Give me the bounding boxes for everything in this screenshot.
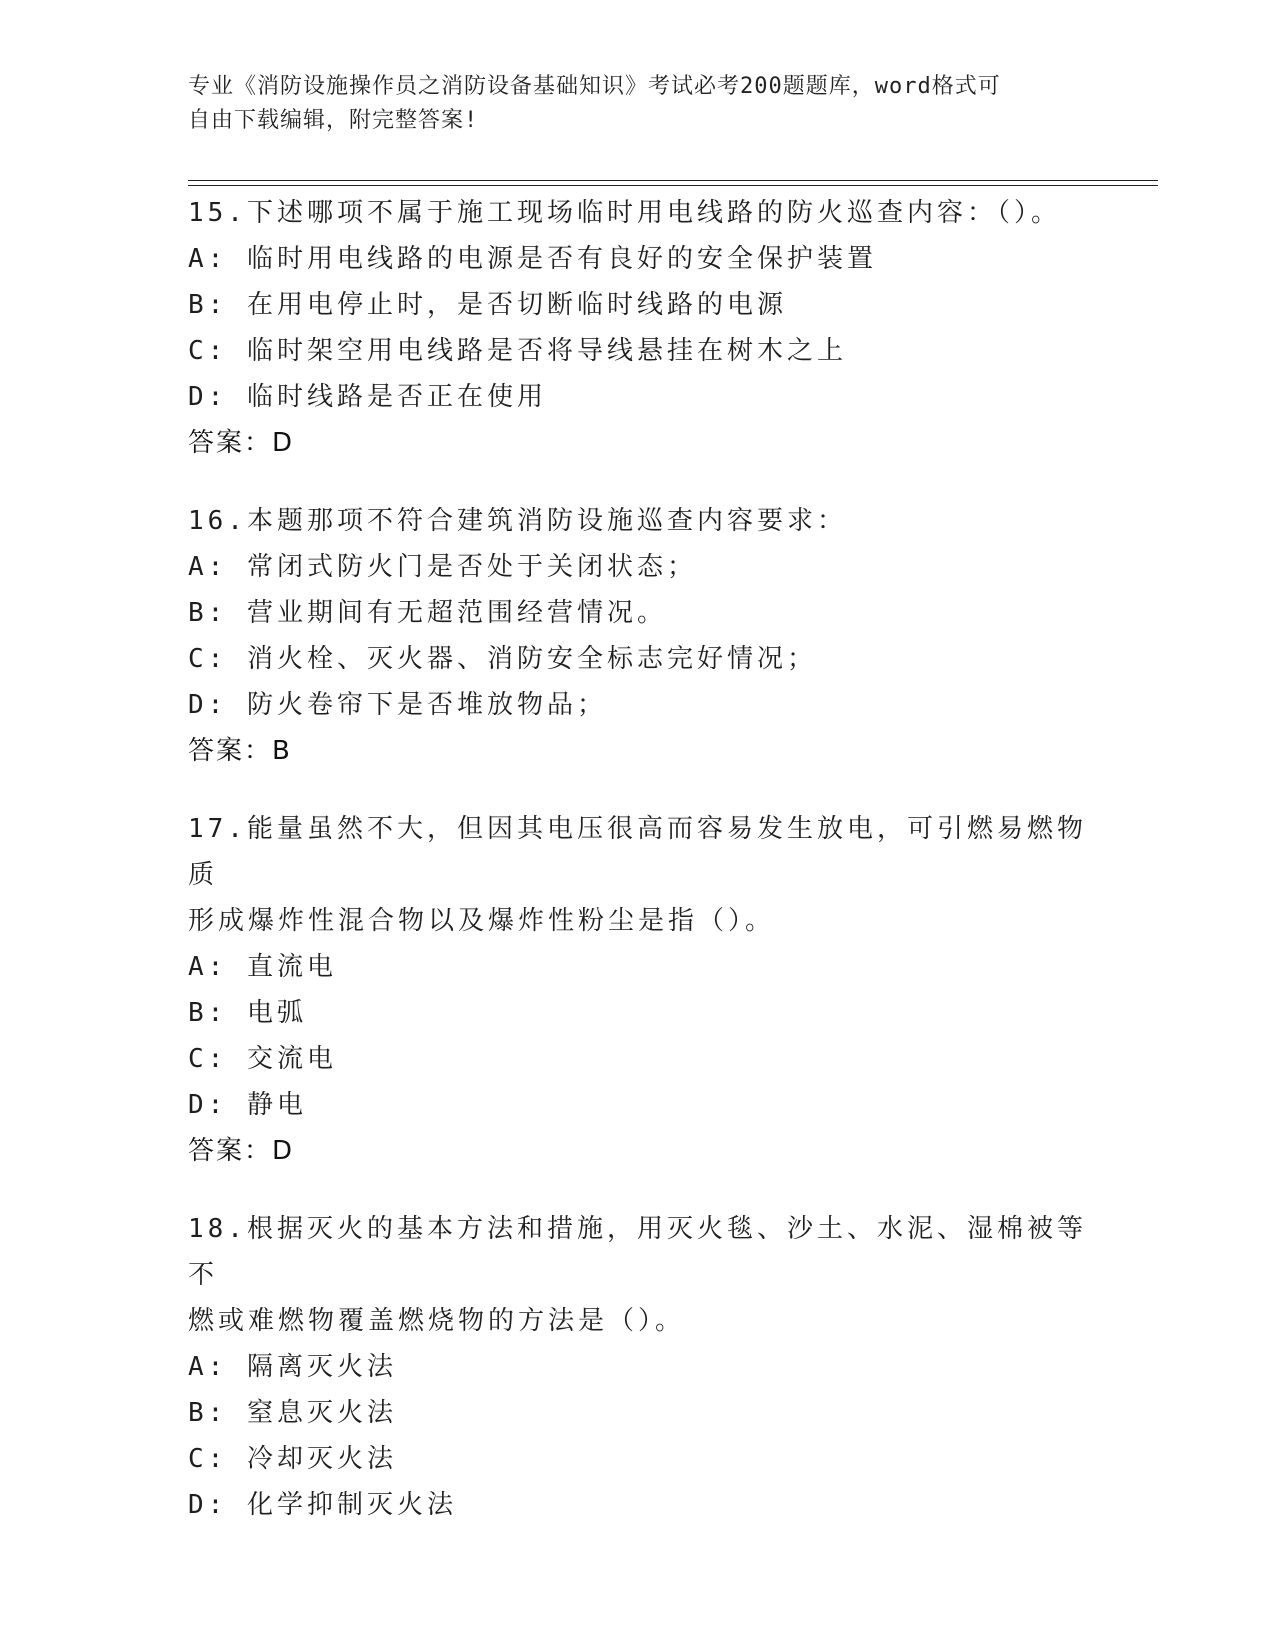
option-b: B: 窒息灭火法: [188, 1398, 397, 1428]
question-stem: 15.下述哪项不属于施工现场临时用电线路的防火巡查内容：（）。: [188, 198, 1061, 228]
answer-label: 答案：D: [188, 428, 295, 458]
question-15: [188, 190, 1088, 466]
header-line-2: 自由下载编辑，附完整答案!: [188, 108, 479, 133]
answer-label: 答案：D: [188, 1136, 295, 1166]
option-d: D: 防火卷帘下是否堆放物品；: [188, 690, 607, 720]
option-b: B: 电弧: [188, 998, 307, 1028]
option-a: A: 临时用电线路的电源是否有良好的安全保护装置: [188, 244, 877, 274]
option-a: A: 隔离灭火法: [188, 1352, 397, 1382]
question-stem: 16.本题那项不符合建筑消防设施巡查内容要求：: [188, 506, 847, 536]
option-a: A: 直流电: [188, 952, 337, 982]
question-17: [188, 806, 1088, 1174]
option-d: D: 化学抑制灭火法: [188, 1490, 457, 1520]
option-d: D: 临时线路是否正在使用: [188, 382, 547, 412]
header-divider-bottom: [188, 185, 1158, 186]
header-line-1: 专业《消防设施操作员之消防设备基础知识》考试必考200题题库，word格式可: [188, 74, 1001, 99]
option-c: C: 冷却灭火法: [188, 1444, 397, 1474]
header-divider-top: [188, 180, 1158, 181]
question-stem-line-2: 形成爆炸性混合物以及爆炸性粉尘是指（）。: [188, 906, 776, 936]
question-list: [188, 190, 1088, 1560]
option-c: C: 交流电: [188, 1044, 337, 1074]
question-stem-line-1: 17.能量虽然不大，但因其电压很高而容易发生放电，可引燃易燃物质: [188, 814, 1087, 890]
answer-label: 答案：B: [188, 736, 292, 766]
question-stem-line-2: 燃或难燃物覆盖燃烧物的方法是（）。: [188, 1306, 686, 1336]
document-header: [188, 70, 1088, 138]
option-d: D: 静电: [188, 1090, 307, 1120]
question-18: [188, 1206, 1088, 1528]
option-c: C: 消火栓、灭火器、消防安全标志完好情况；: [188, 644, 817, 674]
question-stem-line-1: 18.根据灭火的基本方法和措施，用灭火毯、沙土、水泥、湿棉被等不: [188, 1214, 1087, 1290]
option-a: A: 常闭式防火门是否处于关闭状态；: [188, 552, 697, 582]
option-b: B: 在用电停止时，是否切断临时线路的电源: [188, 290, 787, 320]
option-b: B: 营业期间有无超范围经营情况。: [188, 598, 667, 628]
question-16: [188, 498, 1088, 774]
option-c: C: 临时架空用电线路是否将导线悬挂在树木之上: [188, 336, 847, 366]
